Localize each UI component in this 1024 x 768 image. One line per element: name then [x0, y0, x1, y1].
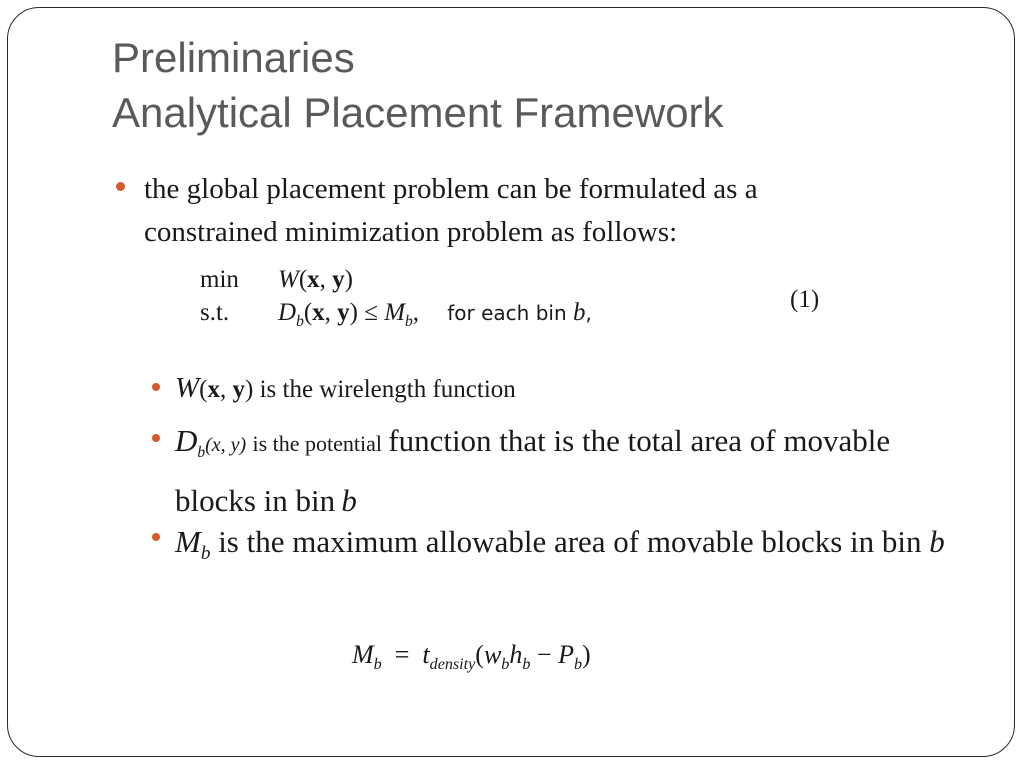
slide-title	[112, 30, 972, 140]
sub2-subscript: b	[197, 444, 206, 461]
sub-bullet-1-text: W(x, y) is the wirelength function	[175, 372, 516, 404]
sub3-var: b	[929, 524, 945, 559]
eq1-min-label: min	[200, 266, 239, 293]
sub-bullet-3-dot	[152, 533, 160, 541]
equation-2: $M_b = t_{density}(w_bh_b - P_b)$	[352, 640, 591, 674]
title-line-2: Analytical Placement Framework	[112, 89, 724, 136]
sub1-desc: is the wirelength function	[259, 376, 516, 403]
sub2-desc-large: function that is the total area of movable blocks in bin	[175, 423, 891, 518]
sub2-symbol: D	[175, 423, 198, 458]
sub2-var: b	[341, 483, 357, 518]
sub2-desc-small: is the potential	[252, 431, 382, 456]
sub-bullet-1-dot	[152, 383, 160, 391]
title-line-1: Preliminaries	[112, 34, 355, 81]
sub3-desc: is the maximum allowable area of movable blocks in bin	[218, 524, 922, 559]
eq1-row-2: s.t. $D_b(x$, $y) \le M_b$, for each bin b,	[200, 299, 592, 330]
eq1-st-label: s.t.	[200, 299, 230, 326]
equation-1	[200, 266, 840, 336]
sub1-symbol: W	[175, 372, 200, 404]
bullet-1-dot	[116, 182, 125, 191]
eq1-row-1: min W(x, y)	[200, 266, 353, 293]
eq1-condition: for each bin b,	[447, 299, 592, 326]
sub-bullet-2-dot	[152, 434, 160, 442]
sub2-args: (x, y)	[205, 434, 247, 456]
sub3-subscript: b	[200, 543, 211, 565]
bullet-1-text: the global placement problem can be formulated as a constrained minimization problem as follows:	[144, 173, 758, 248]
eq1-objective: W	[278, 266, 299, 293]
sub-bullet-2-text	[175, 417, 935, 528]
sub-bullet-3-text	[175, 518, 945, 578]
sub3-symbol: M	[175, 524, 201, 559]
eq1-number: (1)	[790, 286, 820, 313]
